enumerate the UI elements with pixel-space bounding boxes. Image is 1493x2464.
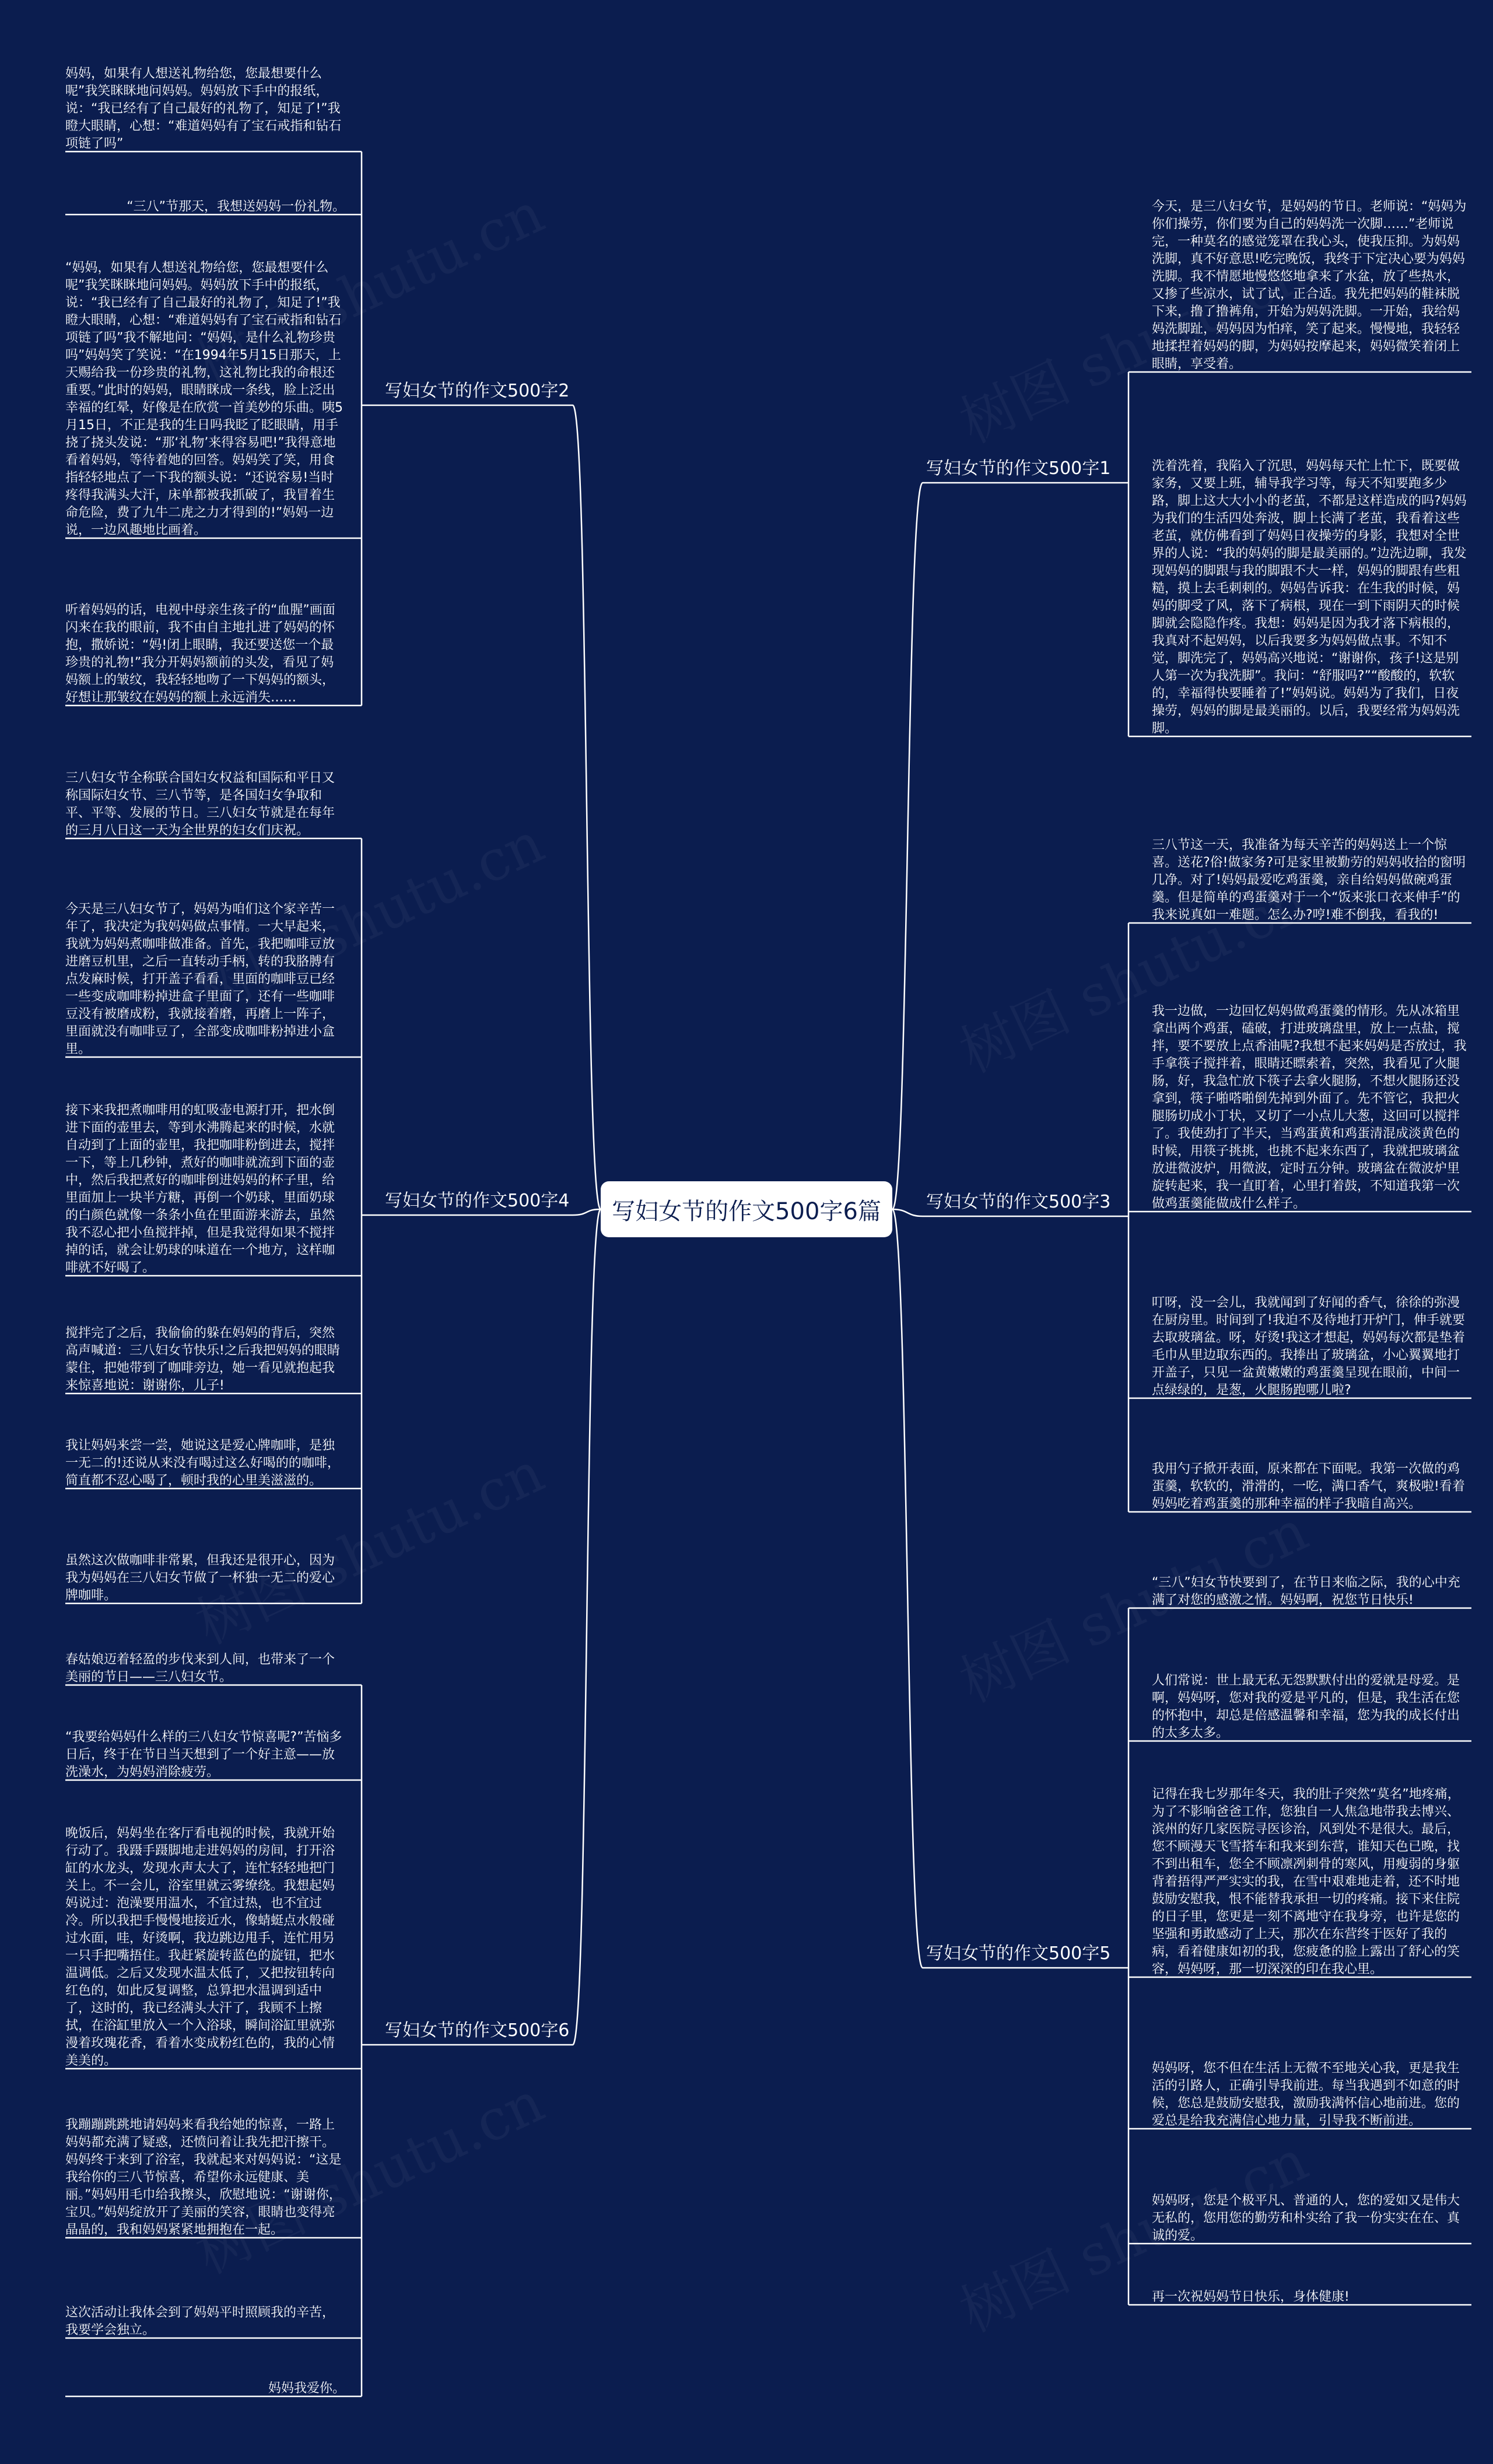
- branch-1-label: 写妇女节的作文500字1: [926, 458, 1111, 479]
- branch-5-leaf-4: 妈妈呀，您不但在生活上无微不至地关心我，更是我生活的引路人，正确引导我前进。每当我遇到不如意的时候，您总是鼓励安慰我，激励我满怀信心地前进。您的爱总是给我充满信心地力量，引导我不断前进。: [1152, 2061, 1460, 2128]
- root-connector-6: [573, 1209, 601, 2045]
- branch-1-leaf-1: 今天，是三八妇女节，是妈妈的节日。老师说：“妈妈为你们操劳，你们要为自己的妈妈洗一次脚……”老师说完，一种莫名的感觉笼罩在我心头，使我压抑。为妈妈洗脚，真不好意思!吃完晚饭，我终于下定决心要为妈妈洗脚。我不情愿地慢悠悠地拿来了水盆，放了些热水，又掺了些凉水，试了试，正合适。我先把妈妈的鞋袜脱下来，撸了撸裤角，开始为妈妈洗脚。一开始，我给妈妈洗脚趾，妈妈因为怕痒，笑了起来。慢慢地，我轻轻地揉捏着妈妈的脚，为妈妈按摩起来，妈妈微笑着闭上眼睛，享受着。: [1152, 199, 1467, 371]
- branch-3-leaf-1: 三八节这一天，我准备为每天辛苦的妈妈送上一个惊喜。送花?俗!做家务?可是家里被勤劳的妈妈收拾的窗明几净。对了!妈妈最爱吃鸡蛋羹，亲自给妈妈做碗鸡蛋羹。但是简单的鸡蛋羹对于一个“饭来张口衣来伸手”的我来说真如一难题。怎么办?哼!难不倒我，看我的!: [1152, 838, 1466, 922]
- branch-3-leaf-3: 叮呀，没一会儿，我就闻到了好闻的香气，徐徐的弥漫在厨房里。时间到了!我迫不及待地打开炉门，伸手就要去取玻璃盆。呀，好烫!我这才想起，妈妈每次都是垫着毛巾从里边取东西的。我捧出了玻璃盆，小心翼翼地打开盖子，只见一盆黄嫩嫩的鸡蛋羹呈现在眼前，中间一点绿绿的，是葱，火腿肠跑哪儿啦?: [1152, 1296, 1465, 1398]
- branch-5-leaf-5: 妈妈呀，您是个极平凡、普通的人，您的爱如又是伟大无私的，您用您的勤劳和朴实给了我一份实实在在、真诚的爱。: [1152, 2193, 1460, 2243]
- branch-5-leaf-1: “三八”妇女节快要到了，在节日来临之际，我的心中充满了对您的感激之情。妈妈啊，祝您节日快乐!: [1152, 1575, 1460, 1607]
- branch-4-leaf-2: 今天是三八妇女节了，妈妈为咱们这个家辛苦一年了，我决定为我妈妈做点事情。一大早起来，我就为妈妈煮咖啡做准备。首先，我把咖啡豆放进磨豆机里，之后一直转动手柄，转的我胳膊有点发麻时候，打开盖子看看，里面的咖啡豆已经一些变成咖啡粉掉进盒子里面了，还有一些咖啡豆没有被磨成粉，我就接着磨，再磨上一阵子，里面就没有咖啡豆了，全部变成咖啡粉掉进小盒里。: [65, 902, 335, 1056]
- branch-6-leaf-2: “我要给妈妈什么样的三八妇女节惊喜呢?”苦恼多日后，终于在节日当天想到了一个好主意——放洗澡水，为妈妈消除疲劳。: [65, 1730, 342, 1779]
- branch-6-label: 写妇女节的作文500字6: [385, 2020, 570, 2041]
- branch-6-leaf-4: 我蹦蹦跳跳地请妈妈来看我给她的惊喜，一路上妈妈都充满了疑惑，还愤问着让我先把汗擦干。妈妈终于来到了浴室，我就起来对妈妈说：“这是我给你的三八节惊喜，希望你永远健康、美丽。”妈妈用毛巾给我擦头，欣慰地说：“谢谢你，宝贝。”妈妈绽放开了美丽的笑容，眼睛也变得亮晶晶的，我和妈妈紧紧地拥抱在一起。: [65, 2118, 342, 2237]
- root-topic[interactable]: [601, 1181, 892, 1237]
- branch-6-leaf-5: 这次活动让我体会到了妈妈平时照顾我的辛苦，我要学会独立。: [65, 2305, 335, 2337]
- branch-5[interactable]: [926, 1939, 1110, 1964]
- branch-4-leaf-4: 搅拌完了之后，我偷偷的躲在妈妈的背后，突然高声喊道：三八妇女节快乐!之后我把妈妈的眼睛蒙住，把她带到了咖啡旁边，她一看见就抱起我来惊喜地说：谢谢你，儿子!: [65, 1326, 340, 1393]
- branch-5-label: 写妇女节的作文500字5: [926, 1943, 1111, 1964]
- root-connector-5: [892, 1209, 923, 1968]
- branch-3-label: 写妇女节的作文500字3: [926, 1192, 1111, 1212]
- branch-5-leaf-2: 人们常说：世上最无私无怨默默付出的爱就是母爱。是啊，妈妈呀，您对我的爱是平凡的，但是，我生活在您的怀抱中，却总是倍感温馨和幸福，您为我的成长付出的太多太多。: [1152, 1673, 1460, 1740]
- branch-4-leaf-5: 我让妈妈来尝一尝，她说这是爱心牌咖啡，是独一无二的!还说从来没有喝过这么好喝的的咖啡，简直都不忍心喝了，顿时我的心里美滋滋的。: [65, 1438, 340, 1488]
- branch-4-leaf-3: 接下来我把煮咖啡用的虹吸壶电源打开，把水倒进下面的壶里去，等到水沸腾起来的时候，水就自动到了上面的壶里，我把咖啡粉倒进去，搅拌一下，等上几秒钟，煮好的咖啡就流到下面的壶中，然后我把煮好的咖啡倒进妈妈的杯子里，给里面加上一块半方糖，再倒一个奶球，里面奶球的白颜色就像一条条小鱼在里面游来游去，虽然我不忍心把小鱼搅拌掉，但是我觉得如果不搅拌掉的话，就会让奶球的味道在一个地方，这样咖啡就不好喝了。: [65, 1103, 335, 1275]
- root-connector-3: [892, 1209, 923, 1216]
- branch-3-leaf-2: 我一边做，一边回忆妈妈做鸡蛋羹的情形。先从冰箱里拿出两个鸡蛋，磕破，打进玻璃盘里，放上一点盐，搅拌，要不要放上点香油呢?我想不起来妈妈是否放过，我手拿筷子搅拌着，眼睛还瞟索着，突然，我看见了火腿肠，好，我急忙放下筷子去拿火腿肠，不想火腿肠还没拿到，筷子啪嗒啪倒先掉到外面了。先不管它，我把火腿肠切成小丁状，又切了一小点儿大葱，这回可以搅拌了。我使劲打了半天，当鸡蛋黄和鸡蛋清混成淡黄色的时候，用筷子挑挑，也挑不起来东西了，我就把玻璃盆放进微波炉，用微波，定时五分钟。玻璃盆在微波炉里旋转起来，我一直盯着，心里打着鼓，不知道我第一次做鸡蛋羹能做成什么样子。: [1152, 1004, 1467, 1211]
- branch-2-label: 写妇女节的作文500字2: [385, 381, 570, 401]
- branch-5-leaf-3: 记得在我七岁那年冬天，我的肚子突然“莫名”地疼痛，为了不影响爸爸工作，您独自一人焦急地带我去博兴、滨州的好几家医院寻医诊治，风到处不是很大。最后，您不顾漫天飞雪搭车和我来到东营，谁知天色已晚，找不到出租车，您全不顾凛冽刺骨的寒风，用瘦弱的身躯背着捂得严严实实的我，在雪中艰难地走着，还不时地鼓励安慰我，恨不能替我承担一切的疼痛。接下来住院的日子里，您更是一刻不离地守在我身旁，也许是您的坚强和勇敢感动了上天，那次在东营终于医好了我的病，看着健康如初的我，您疲惫的脸上露出了舒心的笑容，妈妈呀，那一切深深的印在我心里。: [1152, 1787, 1460, 1977]
- branch-2-leaf-1: 妈妈，如果有人想送礼物给您，您最想要什么呢”我笑眯眯地问妈妈。妈妈放下手中的报纸，说：“我已经有了自己最好的礼物了，知足了!”我瞪大眼睛，心想：“难道妈妈有了宝石戒指和钻石项链了吗”: [65, 66, 342, 151]
- branch-4[interactable]: [385, 1186, 569, 1212]
- root-topic-label: 写妇女节的作文500字6篇: [612, 1198, 881, 1225]
- branch-6-leaf-1: 春姑娘迈着轻盈的步伐来到人间，也带来了一个美丽的节日——三八妇女节。: [65, 1652, 335, 1684]
- branch-2-leaf-2: “三八”节那天，我想送妈妈一份礼物。: [127, 199, 345, 214]
- branch-2[interactable]: [385, 376, 569, 402]
- branch-2-leaf-4: 听着妈妈的话，电视中母亲生孩子的“血腥”画面闪来在我的眼前，我不由自主地扎进了妈妈的怀抱，撒娇说：“妈!闭上眼睛，我还要送您一个最珍贵的礼物!”我分开妈妈额前的头发，看见了妈妈额上的皱纹，我轻轻地吻了一下妈妈的额头，好想让那皱纹在妈妈的额上永远消失……: [65, 603, 335, 705]
- branch-4-label: 写妇女节的作文500字4: [385, 1191, 570, 1211]
- branch-5-leaf-6: 再一次祝妈妈节日快乐，身体健康!: [1152, 2290, 1350, 2304]
- root-connector-1: [892, 483, 923, 1209]
- branch-4-leaf-6: 虽然这次做咖啡非常累，但我还是很开心，因为我为妈妈在三八妇女节做了一杯独一无二的爱心牌咖啡。: [65, 1553, 335, 1603]
- branch-6-leaf-6: 妈妈我爱你。: [268, 2381, 345, 2396]
- branch-1-leaf-2: 洗着洗着，我陷入了沉思，妈妈每天忙上忙下，既要做家务，又要上班，辅导我学习等，每天不知要跑多少路，脚上这大大小小的老茧，不都是这样造成的吗?妈妈为我们的生活四处奔波，脚上长满了老茧，我看着这些老茧，就仿佛看到了妈妈日夜操劳的身影，我想对全世界的人说：“我的妈妈的脚是最美丽的。”边洗边聊，我发现妈妈的脚跟与我的脚跟不大一样，妈妈的脚跟有些粗糙，摸上去毛刺刺的。妈妈告诉我：在生我的时候，妈妈的脚受了风，落下了病根，现在一到下雨阴天的时候脚就会隐隐作疼。我想：妈妈是因为我才落下病根的，我真对不起妈妈，以后我要多为妈妈做点事。不知不觉，脚洗完了，妈妈高兴地说：“谢谢你，孩子!这是别人第一次为我洗脚”。我问：“舒服吗?”“酸酸的，软软的，幸福得快要睡着了!”妈妈说。妈妈为了我们，日夜操劳，妈妈的脚是最美丽的。以后，我要经常为妈妈洗脚。: [1152, 459, 1467, 736]
- branch-6[interactable]: [385, 2016, 569, 2041]
- root-connector-2: [573, 405, 601, 1209]
- branch-4-leaf-1: 三八妇女节全称联合国妇女权益和国际和平日又称国际妇女节、三八节等，是各国妇女争取和平、平等、发展的节日。三八妇女节就是在每年的三月八日这一天为全世界的妇女们庆祝。: [65, 771, 335, 838]
- branch-3[interactable]: [926, 1187, 1110, 1213]
- root-connector-4: [573, 1209, 601, 1215]
- branch-1[interactable]: [926, 454, 1110, 479]
- branch-3-leaf-4: 我用勺子掀开表面，原来都在下面呢。我第一次做的鸡蛋羹，软软的，滑滑的，一吃，满口香气，爽极啦!看着妈妈吃着鸡蛋羹的那种幸福的样子我暗自高兴。: [1152, 1462, 1465, 1511]
- branch-2-leaf-3: “妈妈，如果有人想送礼物给您，您最想要什么呢”我笑眯眯地问妈妈。妈妈放下手中的报纸，说：“我已经有了自己最好的礼物了，知足了!”我瞪大眼睛，心想：“难道妈妈有了宝石戒指和钻石项链了吗”我不解地问：“妈妈，是什么礼物珍贵吗”妈妈笑了笑说：“在1994年5月15日那天，上天赐给我一份珍贵的礼物，这礼物比我的命根还重要。”此时的妈妈，眼睛眯成一条线，脸上泛出幸福的红晕，好像是在欣赏一首美妙的乐曲。咦5月15日，不正是我的生日吗我眨了眨眼睛，用手挠了挠头发说：“那‘礼物’来得容易吧!”我得意地看着妈妈，等待着她的回答。妈妈笑了笑，用食指轻轻地点了一下我的额头说：“还说容易!当时疼得我满头大汗，床单都被我抓破了，我冒着生命危险，费了九牛二虎之力才得到的!”妈妈一边说，一边风趣地比画着。: [65, 261, 343, 538]
- branch-6-leaf-3: 晚饭后，妈妈坐在客厅看电视的时候，我就开始行动了。我蹑手蹑脚地走进妈妈的房间，打开浴缸的水龙头，发现水声太大了，连忙轻轻地把门关上。不一会儿，浴室里就云雾缭绕。我想起妈妈说过：泡澡要用温水，不宜过热，也不宜过冷。所以我把手慢慢地接近水，像蜻蜓点水般碰过水面，哇，好烫啊，我边跳边甩手，连忙用另一只手把嘴捂住。我赶紧旋转蓝色的旋钮，把水温调低。之后又发现水温太低了，又把按钮转向红色的，如此反复调整，总算把水温调到适中了，这时的，我已经满头大汗了，我顾不上擦拭，在浴缸里放入一个入浴球，瞬间浴缸里就弥漫着玫瑰花香，看着水变成粉红色的，我的心情美美的。: [65, 1826, 335, 2068]
